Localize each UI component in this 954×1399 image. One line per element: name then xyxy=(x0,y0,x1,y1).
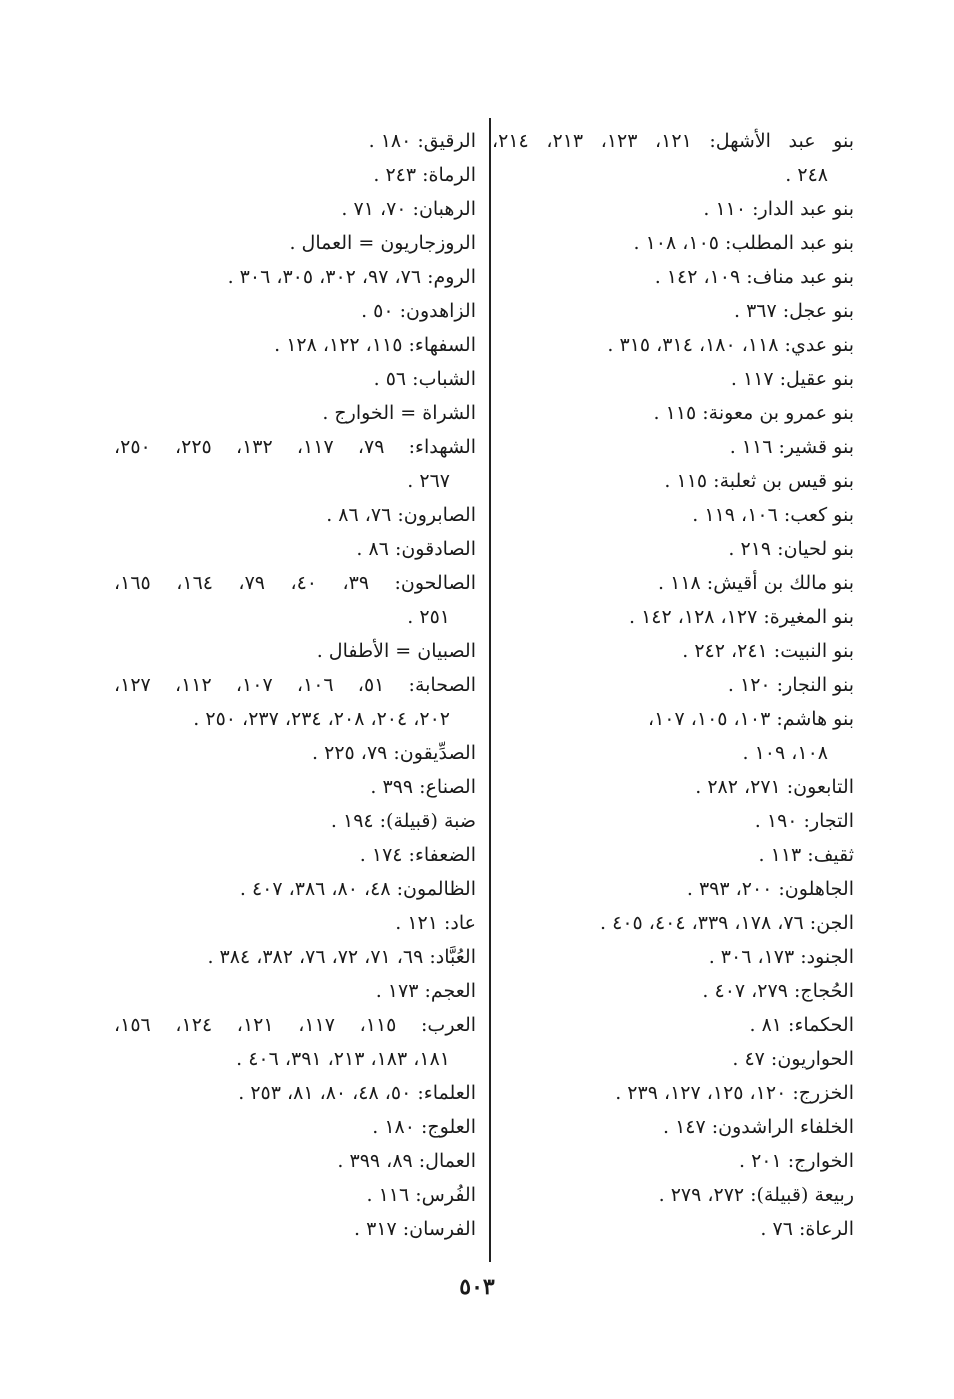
index-entry-continuation: ١٨١، ١٨٣، ٢١٣، ٣٩١، ٤٠٦ . xyxy=(236,1048,450,1070)
index-entry: بنو قشير: ١١٦ . xyxy=(729,436,854,458)
index-entry: بنو مالك بن أقيش: ١١٨ . xyxy=(658,572,854,594)
index-entry: ضبة (قبيلة): ١٩٤ . xyxy=(330,810,476,832)
index-entry: الصبيان = الأطفال . xyxy=(316,640,476,662)
index-entry: الصناع: ٣٩٩ . xyxy=(370,776,476,798)
index-entry: الصابرون: ٧٦، ٨٦ . xyxy=(326,504,476,526)
index-entry: العمال: ٨٩، ٣٩٩ . xyxy=(337,1150,476,1172)
index-entry: الجنود: ١٧٣، ٣٠٦ . xyxy=(708,946,854,968)
index-entry: الشباب: ٥٦ . xyxy=(373,368,476,390)
index-entry: الجن: ٧٦، ١٧٨، ٣٣٩، ٤٠٤، ٤٠٥ . xyxy=(600,912,854,934)
index-entry: بنو النجار: ١٢٠ . xyxy=(727,674,854,696)
index-entry: بنو قيس بن ثعلبة: ١١٥ . xyxy=(664,470,854,492)
index-entry: الروزجاريون = العمال . xyxy=(289,232,476,254)
index-entry: الحكماء: ٨١ . xyxy=(749,1014,854,1036)
index-entry: ثقيف: ١١٣ . xyxy=(758,844,854,866)
index-entry: بنو عمرو بن معونة: ١١٥ . xyxy=(653,402,854,424)
index-entry-continuation: ١٠٨، ١٠٩ . xyxy=(742,742,828,764)
index-entry: الخوارج: ٢٠١ . xyxy=(738,1150,854,1172)
index-entry: الحُجاج: ٢٧٩، ٤٠٧ . xyxy=(702,980,854,1002)
index-entry: الصالحون: ٣٩، ٤٠، ٧٩، ١٦٤، ١٦٥، xyxy=(114,572,477,594)
index-entry: العرب: ١١٥، ١١٧، ١٢١، ١٢٤، ١٥٦، xyxy=(114,1014,477,1036)
index-entry-continuation: ٢٦٧ . xyxy=(407,470,450,492)
index-entry: السفهاء: ١١٥، ١٢٢، ١٢٨ . xyxy=(274,334,476,356)
index-entry: الظالمون: ٤٨، ٨٠، ٣٨٦، ٤٠٧ . xyxy=(239,878,476,900)
index-entry: بنو عقيل: ١١٧ . xyxy=(730,368,854,390)
index-entry: العلماء: ٥٠، ٤٨، ٨٠، ٨١، ٢٥٣ . xyxy=(238,1082,476,1104)
index-entry: بنو هاشم: ١٠٣، ١٠٥، ١٠٧، xyxy=(647,708,854,730)
index-entry: العلوج: ١٨٠ . xyxy=(372,1116,476,1138)
index-entry: الشراة = الخوارج . xyxy=(322,402,476,424)
index-entry-continuation: ٢٤٨ . xyxy=(785,164,828,186)
index-entry: عاد: ١٢١ . xyxy=(395,912,476,934)
page-number: ٥٠٣ xyxy=(459,1274,495,1300)
column-divider xyxy=(489,118,491,1262)
index-entry: الخزرج: ١٢٠، ١٢٥، ١٢٧، ٢٣٩ . xyxy=(615,1082,854,1104)
index-entry: بنو عجل: ٣٦٧ . xyxy=(733,300,854,322)
index-entry: بنو عبد الدار: ١١٠ . xyxy=(703,198,854,220)
index-entry: الصحابة: ٥١، ١٠٦، ١٠٧، ١١٢، ١٢٧، xyxy=(114,674,477,696)
index-entry: التجار: ١٩٠ . xyxy=(754,810,854,832)
index-column-right xyxy=(492,124,854,1246)
index-entry: الفرسان: ٣١٧ . xyxy=(354,1218,476,1240)
index-entry: التابعون: ٢٧١، ٢٨٢ . xyxy=(695,776,854,798)
index-entry: الحواريون: ٤٧ . xyxy=(732,1048,854,1070)
index-entry: الرقيق: ١٨٠ . xyxy=(368,130,476,152)
index-entry: بنو عبد مناف: ١٠٩، ١٤٢ . xyxy=(654,266,854,288)
index-entry: بنو عبد المطلب: ١٠٥، ١٠٨ . xyxy=(633,232,854,254)
index-entry: الخلفاء الراشدون: ١٤٧ . xyxy=(662,1116,854,1138)
index-entry: الرعاة: ٧٦ . xyxy=(760,1218,854,1240)
index-entry: بنو عدي: ١١٨، ١٨٠، ٣١٤، ٣١٥ . xyxy=(607,334,854,356)
index-entry: بنو عبد الأشهل: ١٢١، ١٢٣، ٢١٣، ٢١٤، xyxy=(492,130,855,152)
index-entry-continuation: ٢٠٢، ٢٠٤، ٢٠٨، ٢٣٤، ٢٣٧، ٢٥٠ . xyxy=(193,708,450,730)
index-entry: الزاهدون: ٥٠ . xyxy=(361,300,476,322)
index-entry: الفُرس: ١١٦ . xyxy=(366,1184,476,1206)
index-entry: بنو النبيت: ٢٤١، ٢٤٢ . xyxy=(682,640,854,662)
index-column-left xyxy=(114,124,476,1246)
index-entry: الصدِّيقون: ٧٩، ٢٢٥ . xyxy=(312,742,476,764)
index-entry: الشهداء: ٧٩، ١١٧، ١٣٢، ٢٢٥، ٢٥٠، xyxy=(114,436,477,458)
index-entry: الرماة: ٢٤٣ . xyxy=(373,164,476,186)
index-entry: الروم: ٧٦، ٩٧، ٣٠٢، ٣٠٥، ٣٠٦ . xyxy=(227,266,476,288)
index-entry-continuation: ٢٥١ . xyxy=(407,606,450,628)
index-entry: بنو كعب: ١٠٦، ١١٩ . xyxy=(692,504,854,526)
index-entry: الصادقون: ٨٦ . xyxy=(356,538,476,560)
index-entry: الرهبان: ٧٠، ٧١ . xyxy=(341,198,476,220)
index-entry: العجم: ١٧٣ . xyxy=(375,980,476,1002)
index-entry: بنو لحيان: ٢١٩ . xyxy=(728,538,854,560)
index-entry: الجاهلون: ٢٠٠، ٣٩٣ . xyxy=(686,878,854,900)
index-entry: ربيعة (قبيلة): ٢٧٢، ٢٧٩ . xyxy=(658,1184,854,1206)
index-entry: العُبَّاد: ٦٩، ٧١، ٧٢، ٧٦، ٣٨٢، ٣٨٤ . xyxy=(207,946,476,968)
index-entry: بنو المغيرة: ١٢٧، ١٢٨، ١٤٢ . xyxy=(628,606,854,628)
index-entry: الضعفاء: ١٧٤ . xyxy=(359,844,476,866)
